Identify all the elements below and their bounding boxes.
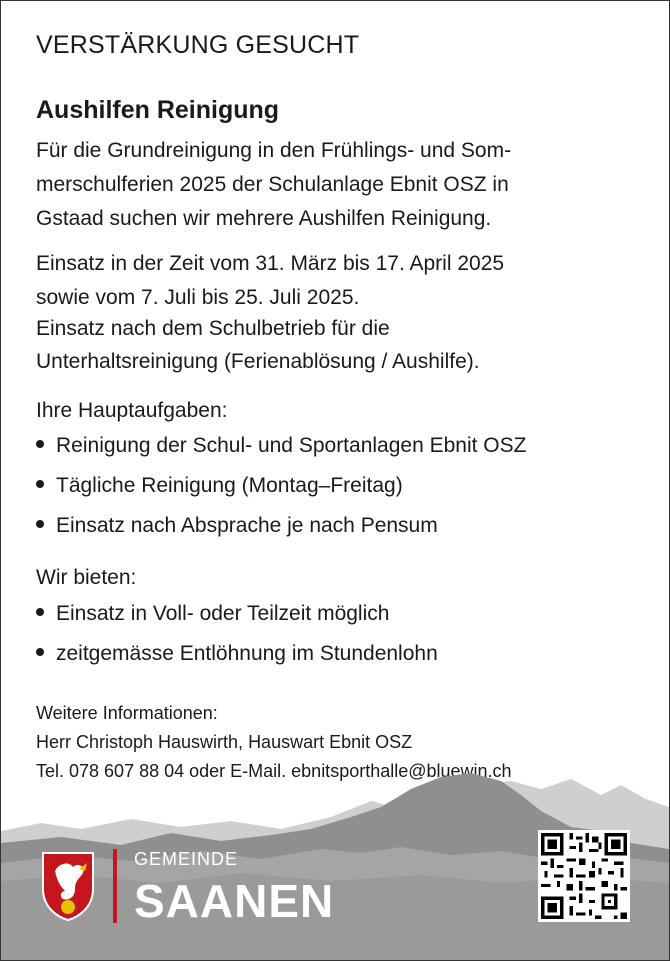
info-heading: Weitere Informationen:	[36, 703, 218, 723]
task-item-1: Reinigung der Schul- und Sportanlagen Ebnit OSZ	[56, 434, 527, 457]
offer-heading: Wir bieten:	[36, 566, 137, 589]
info-contact: Herr Christoph Hauswirth, Hauswart Ebnit OSZ	[36, 732, 413, 752]
bullet-icon	[36, 520, 44, 528]
bullet-icon	[36, 608, 44, 616]
logo-line-saanen: SAANEN	[134, 875, 335, 927]
bullet-icon	[36, 648, 44, 656]
list-item	[36, 469, 403, 503]
ad-title: Aushilfen Reinigung	[36, 96, 280, 124]
qr-code-icon	[538, 830, 630, 922]
task-item-3: Einsatz nach Absprache je nach Pensum	[56, 514, 438, 537]
logo-line-gemeinde: GEMEINDE	[134, 849, 239, 869]
period-line-1: Einsatz in der Zeit vom 31. März bis 17. April 2025	[36, 252, 505, 275]
offer-item-1: Einsatz in Voll- oder Teilzeit möglich	[56, 602, 390, 625]
bullet-icon	[36, 480, 44, 488]
period-line-2: sowie vom 7. Juli bis 25. Juli 2025.	[36, 286, 360, 309]
logo-divider	[113, 849, 117, 923]
intro-line-1: Für die Grundreinigung in den Frühlings- und Som-	[36, 139, 512, 162]
info-phone-email: Tel. 078 607 88 04 oder E-Mail. ebnitsporthalle@bluewin.ch	[36, 761, 512, 781]
offer-item-2: zeitgemässe Entlöhnung im Stundenlohn	[56, 642, 438, 665]
list-item	[36, 597, 389, 631]
tasks-heading: Ihre Hauptaufgaben:	[36, 399, 228, 422]
ad-header: VERSTÄRKUNG GESUCHT	[36, 31, 360, 59]
list-item	[36, 509, 438, 543]
intro-line-2: merschulferien 2025 der Schulanlage Ebnit OSZ in	[36, 173, 509, 196]
list-item	[36, 429, 526, 463]
bullet-icon	[36, 440, 44, 448]
intro-line-3: Gstaad suchen wir mehrere Aushilfen Reinigung.	[36, 207, 492, 230]
period-line-3: Einsatz nach dem Schulbetrieb für die	[36, 317, 390, 340]
task-item-2: Tägliche Reinigung (Montag–Freitag)	[56, 474, 403, 497]
saanen-crest-icon	[41, 851, 95, 921]
period-line-4: Unterhaltsreinigung (Ferienablösung / Aushilfe).	[36, 350, 480, 373]
list-item	[36, 637, 438, 671]
